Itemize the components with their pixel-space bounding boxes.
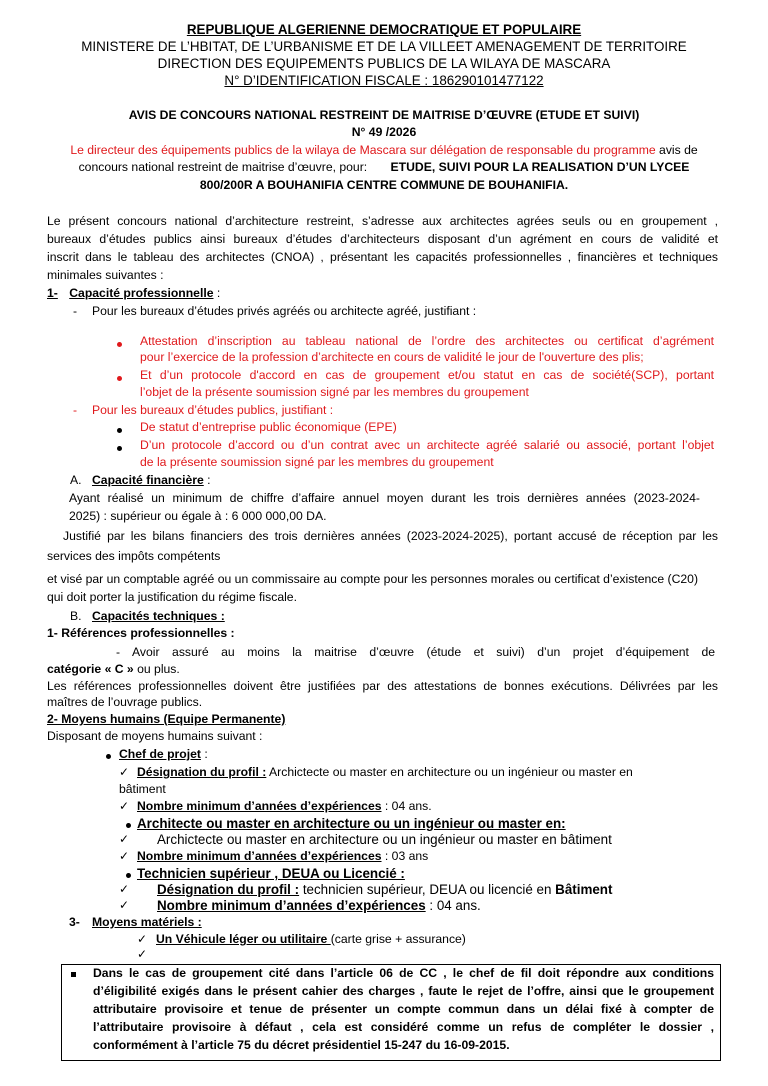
sectionA-colon: : [203,473,211,487]
references-line-4: maîtres de l’ouvrage publics. [47,695,203,709]
bullet-icon [106,754,111,759]
category-c: catégorie « C » [47,662,134,676]
technician-exp-value: : 04 ans. [425,898,481,913]
architect-experience [137,848,428,865]
technician-experience [157,897,481,914]
vehicle-label: Un Véhicule léger ou utilitaire [156,932,331,946]
note-line-1: Dans le cas de groupement cité dans l’article 06 de CC , le chef de fil doit répondre aux conditions [93,966,714,980]
intro-line-1 [0,142,768,159]
para1-line-4: minimales suivantes : [47,268,164,282]
category-rest: ou plus. [133,662,180,676]
note-line-2: d’éligibilité exigés dans le présent cahier des charges , faute le rejet de l’offre, ainsi que le groupement [93,984,714,998]
public-item-1: De statut d’entreprise public économique (EPE) [140,420,397,434]
check-icon: ✓ [119,799,130,813]
section1-heading [47,285,220,302]
sectionA-line-5: et visé par un comptable agréé ou un commissaire au compte pour les personnes morales ou certificat d’existence (C20) [47,572,699,586]
private-item-1-line-2: pour l’exercice de la profession d’architecte en cours de validité le jour de l'ouverture des plis; [140,350,644,364]
technician-profile-value: technicien supérieur, DEUA ou licencié en [299,882,556,897]
bullet-icon [117,428,122,433]
note-line-3: attributaire provisoire et tenue de présenter un compte commun dans un délai fixé à compter de [93,1002,714,1016]
bullet-icon [126,873,131,878]
sectionA-line-3: Justifié par les bilans financiers des trois dernières années (2023-2024-2025), portant accusé de réception par les [63,529,718,543]
para1-line-1: Le présent concours national d’architecture restreint, s’adresse aux architectes agrées seuls ou en groupement , [47,214,718,228]
check-icon: ✓ [137,932,148,946]
intro-line-3: 800/200R A BOUHANIFIA CENTRE COMMUNE DE BOUHANIFIA. [199,178,569,192]
sectionA-line-2: 2025) : supérieur ou égale à : 6 000 000,00 DA. [69,509,327,523]
sectionA-line-6: qui doit porter la justification du régime fiscale. [47,590,297,604]
section1-num: 1- [47,286,58,300]
public-label: Pour les bureaux d’études publics, justifiant : [92,403,334,417]
intro-line-2 [0,159,768,176]
check-icon: ✓ [119,898,130,912]
check-icon: ✓ [119,765,130,779]
references-title: 1- Références professionnelles : [47,626,235,640]
chef-profile-value: Archictecte ou master en architecture ou un ingénieur ou master en [266,765,633,779]
check-icon: ✓ [119,849,130,863]
bullet-icon [117,376,122,381]
chef-title: Chef de projet [119,747,201,761]
technician-profile-bold: Bâtiment [555,882,613,897]
public-item-2-line-2: de la présente soumission signé par les membres du groupement [140,455,494,469]
chef-experience [137,798,432,815]
chef-exp-label: Nombre minimum d’années d’expériences [137,799,382,813]
sectionA-heading [92,472,211,489]
header-ministry: MINISTERE DE L’HBITAT, DE L’URBANISME ET DE LA VILLEET AMENAGEMENT DE TERRITOIRE [81,39,687,54]
section3-num: 3- [69,915,80,929]
notice-number: N° 49 /2026 [351,125,417,139]
header-republic: REPUBLIQUE ALGERIENNE DEMOCRATIQUE ET POPULAIRE [186,22,582,37]
technician-profile-label: Désignation du profil : [157,882,300,897]
section1-title: Capacité professionnelle [69,286,214,300]
intro-red-text: Le directeur des équipements publics de la wilaya de Mascara sur délégation de responsable du programme [70,143,656,157]
header-direction: DIRECTION DES EQUIPEMENTS PUBLICS DE LA WILAYA DE MASCARA [157,56,611,71]
check-icon: ✓ [119,832,130,846]
references-dash: - [116,645,121,659]
check-icon: ✓ [137,947,148,961]
chef-heading [119,746,208,763]
technician-profile [157,881,612,898]
bullet-icon [117,342,122,347]
references-line-3: Les références professionnelles doivent être justifiées par des attestations de bonnes exécutions. Délivrées par les [47,679,718,693]
bullet-icon [126,823,131,828]
section1-colon: : [213,286,221,300]
private-label: Pour les bureaux d’études privés agréés ou architecte agréé, justifiant : [92,304,477,318]
note-line-5: conformément à l’article 75 du décret présidentiel 15-247 du 16-09-2015. [93,1038,510,1052]
chef-profile [137,764,633,781]
private-item-2-line-2: l’objet de la présente soumission signé par les membres du groupement [140,385,529,399]
technician-title: Technicien supérieur , DEUA ou Licencié : [137,866,405,881]
chef-profile-label: Désignation du profil : [137,765,267,779]
check-icon: ✓ [119,882,130,896]
bullet-icon [117,446,122,451]
note-line-4: l’attributaire provisoire à défaut , cela est considéré comme un refus de compléter le dossier , [93,1020,714,1034]
para1-line-3: inscrit dans le tableau des architectes (CNOA) , présentant les capacités professionnelles , financières et techniques [47,250,718,264]
human-resources-subtitle: Disposant de moyens humains suivant : [47,729,263,743]
intro-black-text: avis de [655,143,698,157]
header-fiscal-id: N° D’IDENTIFICATION FISCALE : 186290101477122 [224,73,544,88]
chef-exp-value: : 04 ans. [381,799,432,813]
sectionA-line-1: Ayant réalisé un minimum de chiffre d’affaire annuel moyen durant les trois dernières années (2023-2024- [69,491,700,505]
architect-exp-label: Nombre minimum d’années d’expériences [137,849,382,863]
private-item-1-line-1: Attestation d’inscription au tableau national de l’ordre des architectes ou certificat d’agrément [140,334,714,348]
sectionB-title: Capacités techniques : [92,609,225,623]
references-line-2 [47,661,180,678]
public-item-2-line-1: D’un protocole d’accord ou d’un contrat avec un architecte agréé salarié ou associé, portant l’objet [140,438,714,452]
vehicle-value: (carte grise + assurance) [330,932,466,946]
intro-line2-bold: ETUDE, SUIVI POUR LA REALISATION D’UN LYCEE [390,160,690,174]
notice-title: AVIS DE CONCOURS NATIONAL RESTREINT DE MAITRISE D’ŒUVRE (ETUDE ET SUIVI) [128,108,640,122]
section3-title: Moyens matériels : [92,915,202,929]
square-bullet-icon [71,972,76,977]
sectionA-title: Capacité financière [92,473,204,487]
architect-profile: Archictecte ou master en architecture ou un ingénieur ou master en bâtiment [157,832,612,847]
sectionB-letter: B. [70,609,82,623]
references-line-1: Avoir assuré au moins la maitrise d’œuvre (étude et suivi) d’un projet d’équipement de [132,645,715,659]
sectionA-letter: A. [70,473,82,487]
chef-profile-value-2: bâtiment [119,782,166,796]
sectionA-line-4: services des impôts compétents [47,549,221,563]
vehicle-line [156,931,466,948]
private-item-2-line-1: Et d’un protocole d'accord en cas de groupement et/ou statut en cas de société(SCP), portant [140,368,714,382]
chef-colon: : [200,747,208,761]
intro-line2-text: concours national restreint de maitrise d’œuvre, pour: [78,160,368,174]
para1-line-2: bureaux d’études publics ainsi bureaux d’études d’architecteurs disposant d’un agrément en cours de validité et [47,232,718,246]
architect-title: Architecte ou master en architecture ou un ingénieur ou master en: [137,816,566,831]
technician-exp-label: Nombre minimum d’années d’expériences [157,898,426,913]
public-dash: - [73,403,78,417]
human-resources-title: 2- Moyens humains (Equipe Permanente) [47,712,286,726]
private-dash: - [73,304,78,318]
architect-exp-value: : 03 ans [381,849,429,863]
